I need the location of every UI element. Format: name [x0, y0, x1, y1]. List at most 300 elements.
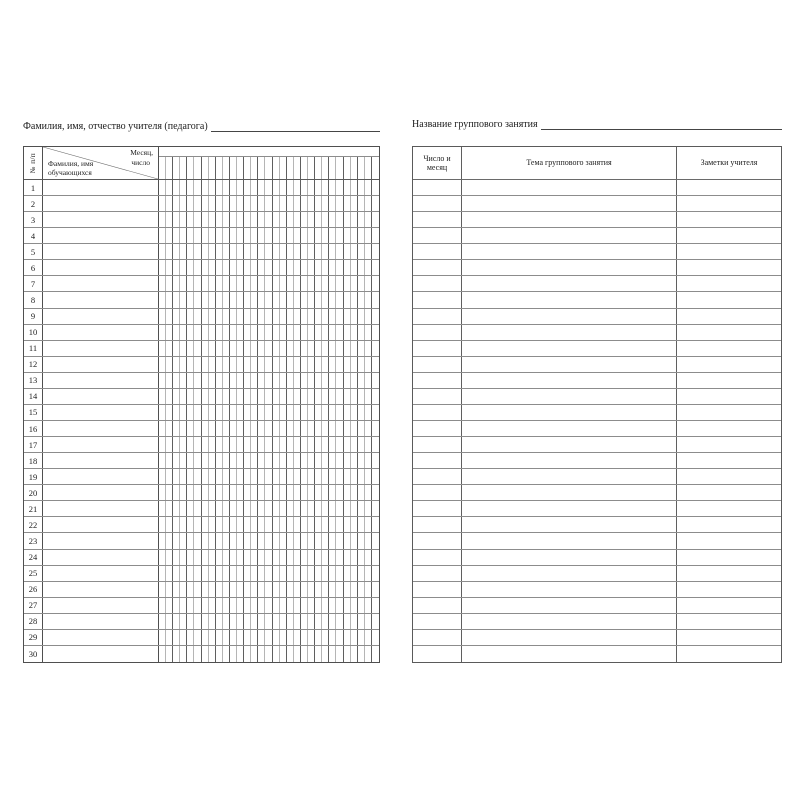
- attendance-cell: [216, 421, 223, 436]
- attendance-cell: [202, 646, 209, 662]
- attendance-cell: [223, 533, 230, 548]
- attendance-cell: [336, 646, 343, 662]
- attendance-cell: [244, 276, 251, 291]
- attendance-cell: [315, 228, 322, 243]
- attendance-cell: [315, 357, 322, 372]
- attendance-cell: [308, 421, 315, 436]
- lesson-title-label: Название группового занятия: [412, 119, 538, 130]
- attendance-cell: [344, 389, 351, 404]
- attendance-cell: [365, 373, 372, 388]
- attendance-cell: [166, 469, 173, 484]
- attendance-cell: [202, 405, 209, 420]
- attendance-cell: [230, 341, 237, 356]
- attendance-cell: [216, 389, 223, 404]
- table-row: [24, 180, 379, 196]
- attendance-cell: [265, 260, 272, 275]
- table-row: [24, 517, 379, 533]
- attendance-cell: [265, 517, 272, 532]
- attendance-cell: [308, 598, 315, 613]
- attendance-cell: [365, 212, 372, 227]
- attendance-cell: [315, 630, 322, 645]
- attendance-cell: [358, 196, 365, 211]
- attendance-cell: [230, 196, 237, 211]
- attendance-cell: [230, 276, 237, 291]
- attendance-cell: [258, 437, 265, 452]
- attendance-cell: [230, 453, 237, 468]
- attendance-cell: [358, 389, 365, 404]
- attendance-cell: [223, 389, 230, 404]
- attendance-cell: [273, 453, 280, 468]
- table-row: [24, 260, 379, 276]
- attendance-cell: [372, 517, 379, 532]
- attendance-cell: [230, 373, 237, 388]
- attendance-cell: [187, 212, 194, 227]
- attendance-cell: [372, 373, 379, 388]
- student-name-cell: [43, 373, 159, 388]
- attendance-cell: [244, 437, 251, 452]
- student-name-cell: [43, 421, 159, 436]
- attendance-cell: [294, 550, 301, 565]
- attendance-cell: [308, 582, 315, 597]
- attendance-cell: [223, 646, 230, 662]
- attendance-cell: [294, 566, 301, 581]
- attendance-cell: [308, 373, 315, 388]
- attendance-cell: [230, 212, 237, 227]
- attendance-cell: [202, 566, 209, 581]
- attendance-cell: [265, 550, 272, 565]
- table-row: [413, 501, 781, 517]
- attendance-cell: [287, 212, 294, 227]
- attendance-cell: [365, 421, 372, 436]
- attendance-cell: [315, 517, 322, 532]
- attendance-cell: [287, 357, 294, 372]
- attendance-cell: [244, 292, 251, 307]
- attendance-cell: [280, 437, 287, 452]
- attendance-cell: [273, 485, 280, 500]
- attendance-cell: [273, 550, 280, 565]
- attendance-cell: [294, 341, 301, 356]
- attendance-cell: [159, 485, 166, 500]
- attendance-cell: [166, 517, 173, 532]
- attendance-day-cells: [159, 373, 379, 388]
- attendance-cell: [351, 373, 358, 388]
- attendance-cell: [329, 517, 336, 532]
- attendance-cell: [336, 405, 343, 420]
- attendance-cell: [351, 292, 358, 307]
- attendance-cell: [287, 325, 294, 340]
- topic-cell: [462, 228, 677, 243]
- attendance-cell: [251, 630, 258, 645]
- attendance-cell: [202, 582, 209, 597]
- attendance-cell: [322, 373, 329, 388]
- attendance-cell: [265, 582, 272, 597]
- attendance-cell: [358, 550, 365, 565]
- attendance-cell: [209, 292, 216, 307]
- attendance-cell: [336, 517, 343, 532]
- attendance-cell: [209, 228, 216, 243]
- attendance-cell: [358, 309, 365, 324]
- attendance-cell: [223, 598, 230, 613]
- attendance-cell: [344, 341, 351, 356]
- attendance-cell: [258, 212, 265, 227]
- attendance-cell: [244, 566, 251, 581]
- table-row: [24, 533, 379, 549]
- lessons-table: [412, 146, 782, 663]
- day-header-cell: [372, 157, 379, 179]
- attendance-cell: [344, 582, 351, 597]
- attendance-cell: [308, 389, 315, 404]
- attendance-cell: [173, 485, 180, 500]
- attendance-cell: [237, 421, 244, 436]
- attendance-cell: [273, 614, 280, 629]
- attendance-cell: [351, 405, 358, 420]
- day-header-cell: [244, 157, 251, 179]
- attendance-cell: [173, 325, 180, 340]
- attendance-cell: [166, 630, 173, 645]
- attendance-cell: [344, 421, 351, 436]
- attendance-cell: [159, 469, 166, 484]
- day-header-cell: [294, 157, 301, 179]
- attendance-cell: [258, 180, 265, 195]
- topic-cell: [462, 276, 677, 291]
- attendance-cell: [202, 533, 209, 548]
- attendance-cell: [209, 533, 216, 548]
- attendance-cell: [223, 244, 230, 259]
- attendance-cell: [308, 453, 315, 468]
- attendance-cell: [351, 437, 358, 452]
- attendance-cell: [251, 646, 258, 662]
- attendance-cell: [308, 309, 315, 324]
- attendance-cell: [308, 196, 315, 211]
- table-row: [24, 614, 379, 630]
- table-row: [24, 646, 379, 662]
- attendance-cell: [280, 630, 287, 645]
- table-row: [413, 309, 781, 325]
- attendance-cell: [315, 421, 322, 436]
- notes-cell: [677, 260, 781, 275]
- attendance-cell: [244, 309, 251, 324]
- attendance-cell: [237, 196, 244, 211]
- attendance-day-cells: [159, 341, 379, 356]
- attendance-cell: [329, 405, 336, 420]
- attendance-cell: [287, 517, 294, 532]
- attendance-cell: [365, 437, 372, 452]
- attendance-cell: [166, 212, 173, 227]
- attendance-cell: [273, 341, 280, 356]
- table-row: [413, 646, 781, 662]
- attendance-cell: [194, 517, 201, 532]
- date-column-header: Число и месяц: [413, 147, 462, 179]
- student-name-cell: [43, 309, 159, 324]
- attendance-cell: [180, 309, 187, 324]
- attendance-cell: [216, 550, 223, 565]
- attendance-cell: [258, 582, 265, 597]
- attendance-cell: [315, 196, 322, 211]
- attendance-cell: [216, 309, 223, 324]
- attendance-cell: [287, 550, 294, 565]
- day-header-cell: [308, 157, 315, 179]
- attendance-cell: [287, 405, 294, 420]
- attendance-cell: [329, 453, 336, 468]
- attendance-cell: [329, 533, 336, 548]
- attendance-cell: [216, 501, 223, 516]
- attendance-cell: [180, 196, 187, 211]
- attendance-cell: [216, 276, 223, 291]
- attendance-cell: [344, 276, 351, 291]
- row-number-cell: 12: [24, 357, 43, 372]
- attendance-cell: [358, 501, 365, 516]
- attendance-cell: [230, 501, 237, 516]
- date-cell: [413, 630, 462, 645]
- attendance-cell: [166, 646, 173, 662]
- attendance-table-header: [24, 147, 379, 180]
- attendance-cell: [280, 244, 287, 259]
- attendance-cell: [166, 180, 173, 195]
- table-row: [413, 228, 781, 244]
- attendance-cell: [322, 228, 329, 243]
- student-name-cell: [43, 598, 159, 613]
- notes-cell: [677, 501, 781, 516]
- attendance-cell: [322, 485, 329, 500]
- date-cell: [413, 469, 462, 484]
- table-row: [413, 276, 781, 292]
- table-row: [24, 357, 379, 373]
- student-name-cell: [43, 501, 159, 516]
- day-header-cell: [251, 157, 258, 179]
- attendance-cell: [315, 501, 322, 516]
- student-name-cell: [43, 646, 159, 662]
- attendance-cell: [166, 566, 173, 581]
- attendance-cell: [344, 469, 351, 484]
- attendance-cell: [159, 405, 166, 420]
- attendance-cell: [315, 212, 322, 227]
- day-header-cell: [237, 157, 244, 179]
- attendance-cell: [159, 260, 166, 275]
- attendance-cell: [273, 309, 280, 324]
- table-row: [413, 469, 781, 485]
- attendance-cell: [166, 292, 173, 307]
- attendance-cell: [202, 373, 209, 388]
- attendance-cell: [173, 292, 180, 307]
- attendance-cell: [237, 325, 244, 340]
- attendance-cell: [351, 389, 358, 404]
- attendance-cell: [273, 196, 280, 211]
- attendance-cell: [273, 469, 280, 484]
- attendance-cell: [358, 228, 365, 243]
- attendance-cell: [258, 373, 265, 388]
- attendance-day-cells: [159, 309, 379, 324]
- attendance-cell: [294, 260, 301, 275]
- attendance-cell: [308, 244, 315, 259]
- attendance-cell: [358, 485, 365, 500]
- attendance-cell: [329, 421, 336, 436]
- attendance-cell: [287, 501, 294, 516]
- attendance-cell: [365, 533, 372, 548]
- topic-cell: [462, 260, 677, 275]
- attendance-cell: [159, 389, 166, 404]
- date-cell: [413, 405, 462, 420]
- attendance-cell: [251, 582, 258, 597]
- attendance-cell: [315, 276, 322, 291]
- attendance-cell: [308, 614, 315, 629]
- attendance-cell: [308, 180, 315, 195]
- attendance-cell: [287, 244, 294, 259]
- attendance-day-cells: [159, 196, 379, 211]
- attendance-cell: [216, 453, 223, 468]
- row-number-cell: 3: [24, 212, 43, 227]
- attendance-cell: [372, 598, 379, 613]
- attendance-cell: [159, 533, 166, 548]
- date-cell: [413, 437, 462, 452]
- attendance-cell: [187, 501, 194, 516]
- attendance-cell: [287, 566, 294, 581]
- attendance-cell: [301, 341, 308, 356]
- attendance-cell: [287, 292, 294, 307]
- attendance-cell: [294, 453, 301, 468]
- table-row: [413, 614, 781, 630]
- attendance-cell: [194, 566, 201, 581]
- date-cell: [413, 309, 462, 324]
- attendance-cell: [365, 517, 372, 532]
- attendance-cell: [287, 260, 294, 275]
- row-number-cell: 24: [24, 550, 43, 565]
- attendance-cell: [223, 614, 230, 629]
- row-number-cell: 8: [24, 292, 43, 307]
- table-row: [24, 405, 379, 421]
- attendance-cell: [280, 646, 287, 662]
- attendance-cell: [329, 309, 336, 324]
- day-header-cell: [287, 157, 294, 179]
- attendance-day-cells: [159, 485, 379, 500]
- attendance-cell: [209, 325, 216, 340]
- attendance-cell: [344, 646, 351, 662]
- attendance-cell: [237, 550, 244, 565]
- attendance-cell: [351, 485, 358, 500]
- attendance-cell: [308, 646, 315, 662]
- notes-cell: [677, 533, 781, 548]
- attendance-cell: [372, 550, 379, 565]
- attendance-cell: [251, 260, 258, 275]
- table-row: [413, 341, 781, 357]
- attendance-cell: [358, 533, 365, 548]
- attendance-cell: [301, 389, 308, 404]
- attendance-cell: [258, 292, 265, 307]
- attendance-cell: [287, 646, 294, 662]
- attendance-cell: [372, 533, 379, 548]
- attendance-day-cells: [159, 437, 379, 452]
- attendance-cell: [237, 485, 244, 500]
- attendance-cell: [173, 244, 180, 259]
- attendance-cell: [336, 389, 343, 404]
- attendance-cell: [365, 292, 372, 307]
- attendance-cell: [336, 437, 343, 452]
- attendance-day-cells: [159, 389, 379, 404]
- attendance-cell: [336, 582, 343, 597]
- attendance-cell: [173, 260, 180, 275]
- attendance-cell: [294, 405, 301, 420]
- table-row: [24, 485, 379, 501]
- attendance-cell: [322, 292, 329, 307]
- attendance-cell: [336, 421, 343, 436]
- attendance-cell: [265, 630, 272, 645]
- table-row: [413, 421, 781, 437]
- attendance-cell: [280, 228, 287, 243]
- attendance-cell: [358, 260, 365, 275]
- attendance-cell: [244, 244, 251, 259]
- attendance-cell: [265, 533, 272, 548]
- topic-cell: [462, 517, 677, 532]
- attendance-cell: [273, 373, 280, 388]
- table-row: [24, 566, 379, 582]
- attendance-cell: [273, 405, 280, 420]
- attendance-cell: [351, 196, 358, 211]
- student-name-cell: [43, 469, 159, 484]
- attendance-day-cells: [159, 501, 379, 516]
- attendance-cell: [223, 550, 230, 565]
- attendance-cell: [265, 212, 272, 227]
- topic-cell: [462, 437, 677, 452]
- attendance-cell: [301, 646, 308, 662]
- attendance-cell: [180, 325, 187, 340]
- table-row: [24, 228, 379, 244]
- attendance-cell: [166, 501, 173, 516]
- day-header-cell: [358, 157, 365, 179]
- attendance-table: [23, 146, 380, 663]
- attendance-cell: [294, 228, 301, 243]
- attendance-cell: [351, 341, 358, 356]
- attendance-cell: [187, 485, 194, 500]
- attendance-cell: [351, 630, 358, 645]
- row-number-cell: 16: [24, 421, 43, 436]
- notes-cell: [677, 517, 781, 532]
- row-number-cell: 14: [24, 389, 43, 404]
- attendance-cell: [187, 550, 194, 565]
- row-number-cell: 2: [24, 196, 43, 211]
- attendance-cell: [237, 292, 244, 307]
- attendance-cell: [202, 517, 209, 532]
- topic-cell: [462, 598, 677, 613]
- attendance-cell: [202, 421, 209, 436]
- attendance-cell: [336, 309, 343, 324]
- attendance-cell: [194, 389, 201, 404]
- attendance-cell: [280, 469, 287, 484]
- attendance-cell: [187, 582, 194, 597]
- attendance-cell: [280, 276, 287, 291]
- attendance-cell: [223, 341, 230, 356]
- attendance-cell: [358, 469, 365, 484]
- attendance-cell: [351, 357, 358, 372]
- attendance-cell: [365, 357, 372, 372]
- day-header-cell: [265, 157, 272, 179]
- attendance-cell: [301, 276, 308, 291]
- attendance-cell: [273, 437, 280, 452]
- attendance-cell: [166, 614, 173, 629]
- date-cell: [413, 453, 462, 468]
- table-row: [24, 341, 379, 357]
- notes-column-header: Заметки учителя: [700, 158, 758, 168]
- attendance-cell: [336, 566, 343, 581]
- attendance-cell: [329, 485, 336, 500]
- attendance-cell: [187, 533, 194, 548]
- attendance-cell: [230, 469, 237, 484]
- date-cell: [413, 373, 462, 388]
- attendance-day-cells: [159, 614, 379, 629]
- attendance-cell: [209, 646, 216, 662]
- attendance-cell: [223, 228, 230, 243]
- attendance-cell: [294, 469, 301, 484]
- date-cell: [413, 582, 462, 597]
- attendance-cell: [372, 405, 379, 420]
